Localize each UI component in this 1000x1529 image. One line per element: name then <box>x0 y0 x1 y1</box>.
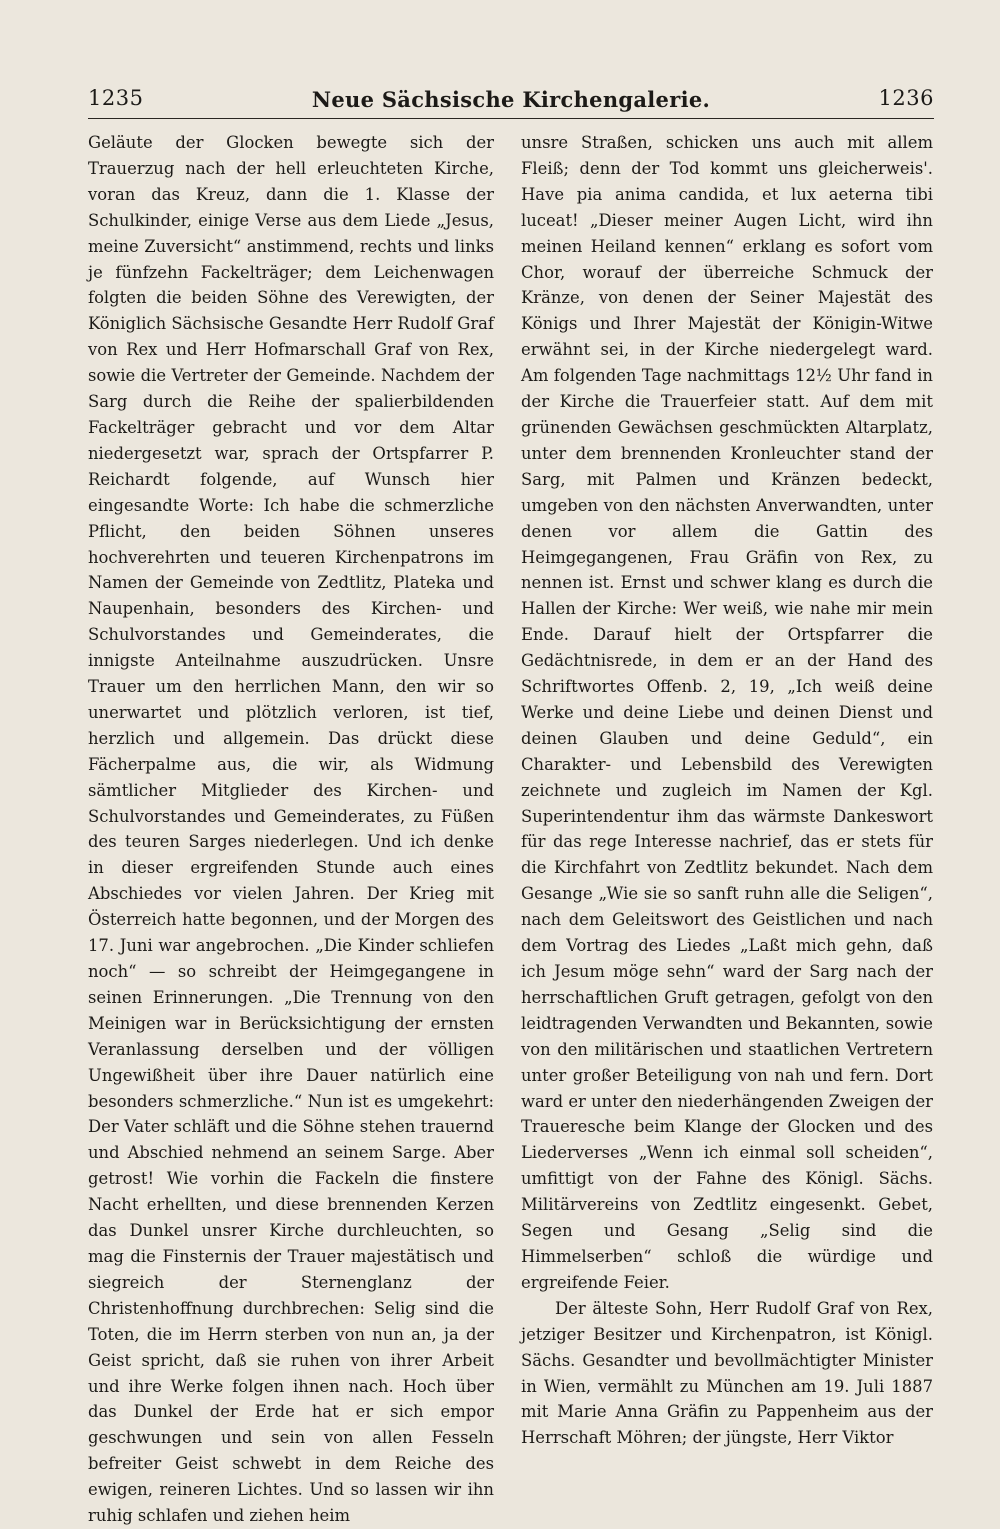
right-paragraph-1: unsre Straßen, schicken uns auch mit allem Fleiß; denn der Tod kommt uns gleicherweis'. Have pia anima candida, et lux aeterna tibi luceat! „Dieser meiner Augen Licht, wird ihn meinen Heiland kennen“ erklang es sofort vom Chor, worauf der überreiche Schmuck der Kränze, von denen der Seiner Majestät des Königs und Ihrer Majestät der Königin-Witwe erwähnt sei, in der Kirche niedergelegt ward. Am folgenden Tage nachmittags 12½ Uhr fand in der Kirche die Trauerfeier statt. Auf dem mit grünenden Gewächsen geschmückten Altarplatz, unter dem brennenden Kronleuchter stand der Sarg, mit Palmen und Kränzen bedeckt, umgeben von den nächsten Anverwandten, unter denen vor allem die Gattin des Heimgegangenen, Frau Gräfin von Rex, zu nennen ist. Ernst und schwer klang es durch die Hallen der Kirche: Wer weiß, wie nahe mir mein Ende. Darauf hielt der Ortspfarrer die Gedächtnisrede, in dem er an der Hand des Schriftwortes Offenb. 2, 19, „Ich weiß deine Werke und deine Liebe und deinen Dienst und deinen Glauben und deine Geduld“, ein Charakter- und Lebensbild des Verewigten zeichnete und zugleich im Namen der Kgl. Superintendentur ihm das wärmste Dankeswort für das rege Interesse nachrief, das er stets für die Kirchfahrt von Zedtlitz bekundet. Nach dem Gesange „Wie sie so sanft ruhn alle die Seligen“, nach dem Geleitswort des Geistlichen und nach dem Vortrag des Liedes „Laßt mich gehn, daß ich Jesum möge sehn“ ward der Sarg nach der herrschaftlichen Gruft getragen, gefolgt von den leidtragenden Verwandten und Bekannten, sowie von den militärischen und staatlichen Vertretern unter großer Beteiligung von nah und fern. Dort ward er unter den niederhängenden Zweigen der Traueresche beim Klange der Glocken und des Liederverses „Wenn ich einmal soll scheiden“, umfittigt von der Fahne des Königl. Sächs. Militärvereins von Zedtlitz eingesenkt. Gebet, Segen und Gesang „Selig sind die Himmelserben“ schloß die würdige und ergreifende Feier. <box>521 133 933 1292</box>
right-paragraph-2: Der älteste Sohn, Herr Rudolf Graf von Rex, jetziger Besitzer und Kirchenpatron, ist Königl. Sächs. Gesandter und bevollmächtigter Minister in Wien, vermählt zu München am 19. Juli 1887 mit Marie Anna Gräfin zu Pappenheim aus der Herrschaft Möhren; der jüngste, Herr Viktor <box>521 1298 933 1448</box>
running-header <box>88 82 934 116</box>
right-column <box>521 130 933 1451</box>
left-column <box>88 130 494 1529</box>
running-title: Neue Sächsische Kirchengalerie. <box>311 87 711 112</box>
header-rule <box>88 118 934 119</box>
page-number-right: 1236 <box>878 86 934 110</box>
page-number-left: 1235 <box>88 86 144 110</box>
left-paragraph-1: Geläute der Glocken bewegte sich der Trauerzug nach der hell erleuchteten Kirche, voran das Kreuz, dann die 1. Klasse der Schulkinder, einige Verse aus dem Liede „Jesus, meine Zuversicht“ anstimmend, rechts und links je fünfzehn Fackelträger; dem Leichenwagen folgten die beiden Söhne des Verewigten, der Königlich Sächsische Gesandte Herr Rudolf Graf von Rex und Herr Hofmarschall Graf von Rex, sowie die Vertreter der Gemeinde. Nachdem der Sarg durch die Reihe der spalierbildenden Fackelträger gebracht und vor dem Altar niedergesetzt war, sprach der Ortspfarrer P. Reichardt folgende, auf Wunsch hier eingesandte Worte: Ich habe die schmerzliche Pflicht, den beiden Söhnen unseres hochverehrten und teueren Kirchenpatrons im Namen der Gemeinde von Zedtlitz, Plateka und Naupenhain, besonders des Kirchen- und Schulvorstandes und Gemeinderates, die innigste Anteilnahme auszudrücken. Unsre Trauer um den herrlichen Mann, den wir so unerwartet und plötzlich verloren, ist tief, herzlich und allgemein. Das drückt diese Fächerpalme aus, die wir, als Widmung sämtlicher Mitglieder des Kirchen- und Schulvorstandes und Gemeinderates, zu Füßen des teuren Sarges niederlegen. Und ich denke in dieser ergreifenden Stunde auch eines Abschiedes vor vielen Jahren. Der Krieg mit Österreich hatte begonnen, und der Morgen des 17. Juni war angebrochen. „Die Kinder schliefen noch“ — so schreibt der Heimgegangene in seinen Erinnerungen. „Die Trennung von den Meinigen war in Berücksichtigung der ernsten Veranlassung derselben und der völligen Ungewißheit über ihre Dauer natürlich eine besonders schmerzliche.“ Nun ist es umgekehrt: Der Vater schläft und die Söhne stehen trauernd und Abschied nehmend an seinem Sarge. Aber getrost! Wie vorhin die Fackeln die finstere Nacht erhellten, und diese brennenden Kerzen das Dunkel unsrer Kirche durchleuchten, so mag die Finsternis der Trauer majestätisch und siegreich der Sternenglanz der Christenhoffnung durchbrechen: Selig sind die Toten, die im Herrn sterben von nun an, ja der Geist spricht, daß sie ruhen von ihrer Arbeit und ihre Werke folgen ihnen nach. Hoch über das Dunkel der Erde hat er sich empor geschwungen und sein von allen Fesseln befreiter Geist schwebt in dem Reiche des ewigen, reineren Lichtes. Und so lassen wir ihn ruhig schlafen und ziehen heim <box>88 133 494 1526</box>
